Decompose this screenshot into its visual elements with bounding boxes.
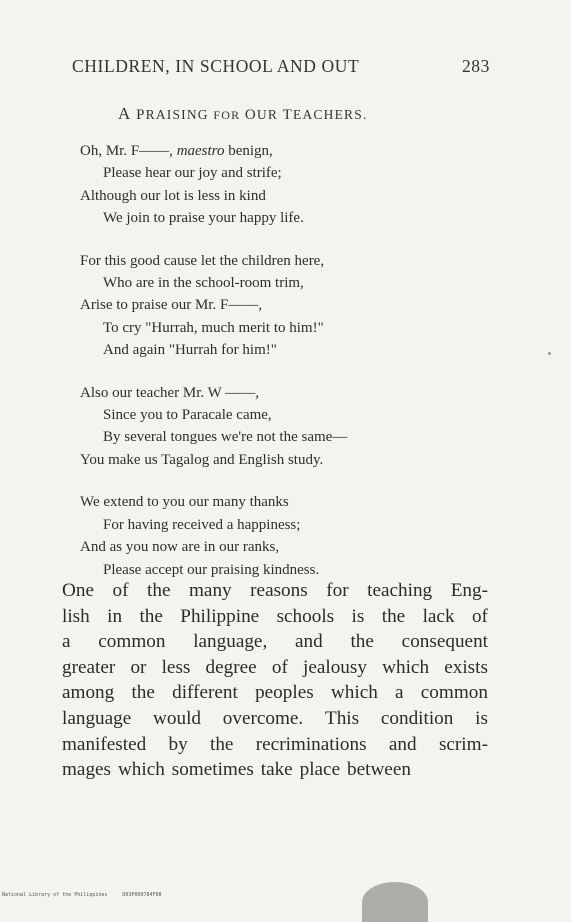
page-number: 283: [461, 56, 490, 76]
poem-line: To cry "Hurrah, much merit to him!": [103, 319, 324, 336]
paper-speck: [548, 352, 551, 355]
poem-line: We join to praise your happy life.: [103, 210, 304, 227]
prose-line: among the different peoples which a common: [62, 682, 488, 704]
scan-footer: [2, 892, 162, 898]
poem-stanza-3: [80, 382, 520, 472]
poem-line: And as you now are in our ranks,: [80, 539, 280, 556]
prose-paragraph: [62, 578, 488, 783]
prose-line: lish in the Philippine schools is the lack of: [62, 605, 488, 627]
scan-id: D03P009784F08: [122, 892, 162, 898]
poem-line: Please accept our praising kindness.: [103, 561, 320, 578]
poem-line: Since you to Paracale came,: [103, 407, 272, 424]
poem-line: For having received a happiness;: [103, 516, 301, 533]
scan-thumb-blot: [362, 882, 428, 922]
poem-stanza-2: [80, 250, 520, 362]
prose-line: mages which sometimes take place between: [62, 759, 411, 781]
library-credit: National Library of the Philippines: [2, 892, 108, 898]
poem-line: Although our lot is less in kind: [80, 187, 266, 204]
poem-line: For this good cause let the children here,: [80, 252, 325, 269]
prose-line: language would overcome. This condition is: [62, 707, 488, 729]
poem-title: A PRAISING FOR OUR TEACHERS.: [118, 104, 368, 123]
poem-line: Arise to praise our Mr. F——,: [80, 297, 263, 314]
prose-line: manifested by the recriminations and scrim-: [62, 733, 488, 755]
poem-line: And again "Hurrah for him!": [103, 342, 277, 359]
prose-line: One of the many reasons for teaching Eng-: [62, 580, 488, 601]
poem-line: Also our teacher Mr. W ——,: [80, 384, 259, 401]
poem-line: By several tongues we're not the same—: [103, 429, 348, 446]
prose-line: a common language, and the consequent: [62, 631, 488, 653]
chapter-title: CHILDREN, IN SCHOOL AND OUT: [72, 56, 360, 76]
poem-body: [80, 140, 520, 601]
prose-line: greater or less degree of jealousy which exists: [62, 656, 488, 678]
poem-line: Oh, Mr. F——, maestro benign,: [80, 143, 273, 159]
poem-line: We extend to you our many thanks: [80, 494, 289, 511]
poem-line: Who are in the school-room trim,: [103, 275, 304, 292]
poem-stanza-1: [80, 140, 520, 230]
poem-line: Please hear our joy and strife;: [103, 165, 282, 182]
poem-line: You make us Tagalog and English study.: [80, 451, 324, 468]
poem-stanza-4: [80, 491, 520, 581]
